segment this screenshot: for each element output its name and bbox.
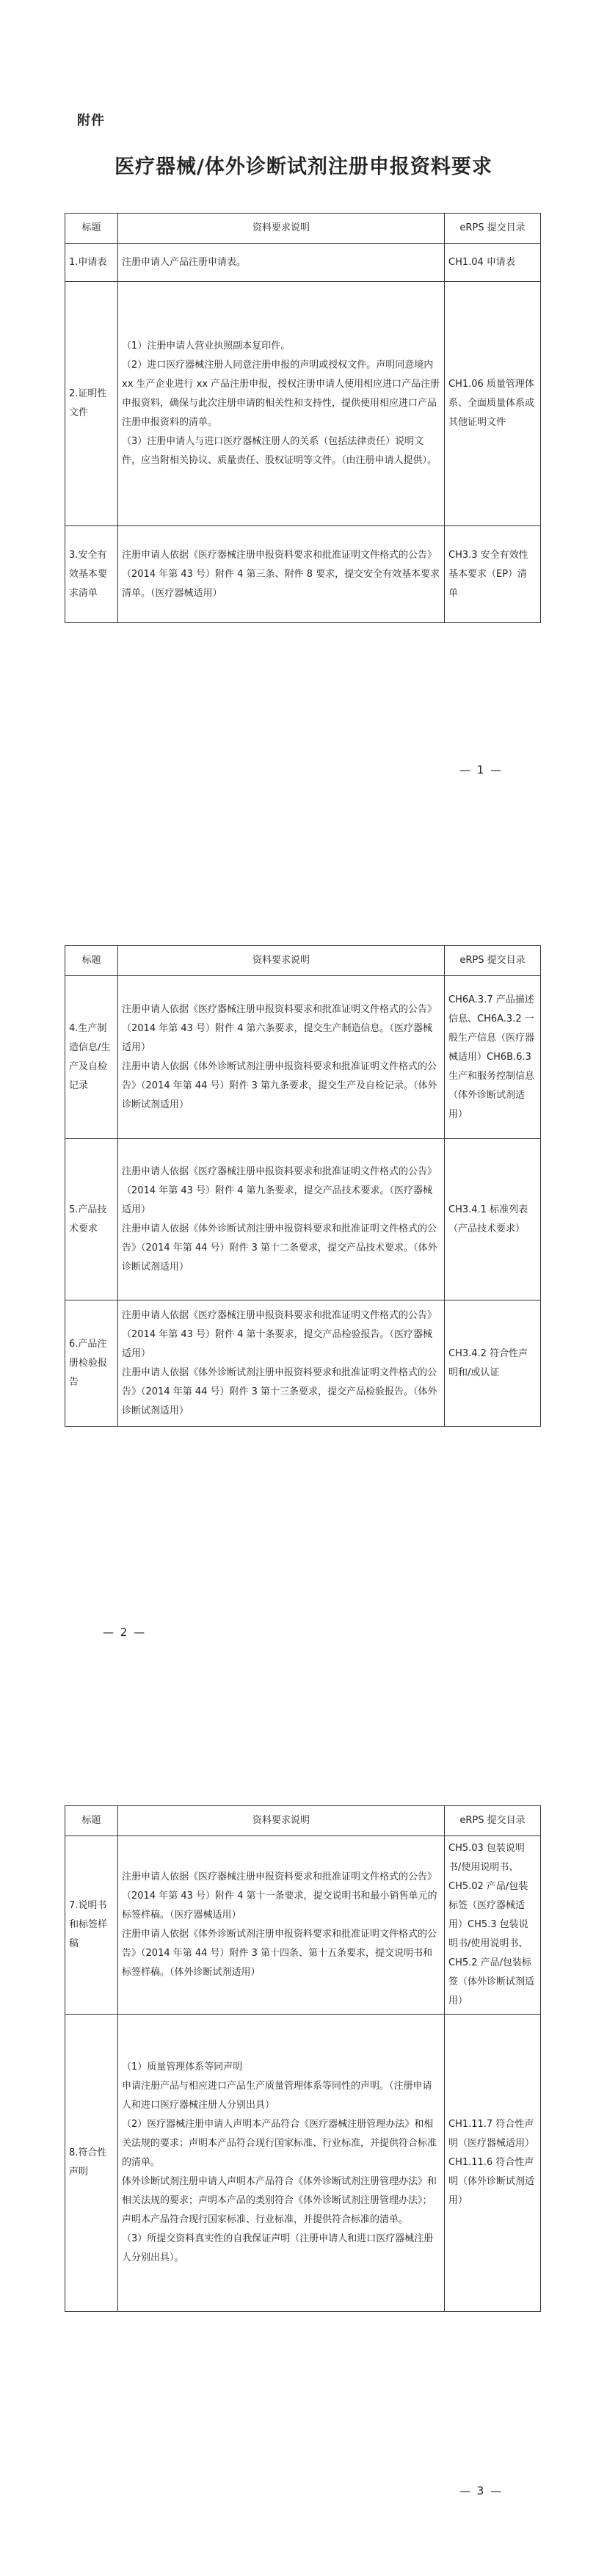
table-row	[65, 526, 541, 623]
row-directory: CH3.4.1 标准列表（产品技术要求）	[445, 1139, 541, 1300]
row-description: 注册申请人依据《医疗器械注册申报资料要求和批准证明文件格式的公告》（2014 年第 43 号）附件 4 第九条要求，提交产品技术要求。（医疗器械适用） 注册申请人依据《体外诊断试剂注册申报资料要求和批准证明文件格式的公告》（2014 年第 44 号）附件 3 第十二条要求，提交产品技术要求。（体外诊断试剂适用）	[118, 1139, 445, 1300]
header-description: 资料要求说明	[118, 214, 445, 244]
page-number: — 2 —	[103, 1626, 147, 1639]
header-description: 资料要求说明	[118, 1806, 445, 1836]
row-title: 1.申请表	[65, 244, 118, 282]
table-row	[65, 976, 541, 1139]
row-description: （1）注册申请人营业执照副本复印件。 （2）进口医疗器械注册人同意注册申报的声明或授权文件。声明同意境内 xx 生产企业进行 xx 产品注册申报，授权注册申请人使用相应进口产品注册申报资料，确保与此次注册申请的相关性和支持性，提供使用相应进口产品注册申报资料的清单。 （3）注册申请人与进口医疗器械注册人的关系（包括法律责任）说明文件，应当附相关协议、质量责任、股权证明等文件。（由注册申请人提供）。	[118, 282, 445, 526]
table-row	[65, 1139, 541, 1300]
header-description: 资料要求说明	[118, 946, 445, 976]
row-title: 6.产品注册检验报告	[65, 1300, 118, 1427]
row-description: 注册申请人依据《医疗器械注册申报资料要求和批准证明文件格式的公告》（2014 年第 43 号）附件 4 第十一条要求，提交说明书和最小销售单元的标签样稿。（医疗器械适用） 注册申请人依据《体外诊断试剂注册申报资料要求和批准证明文件格式的公告》（2014 年第 44 号）附件 3 第十四条、第十五条要求，提交说明书和标签样稿。（体外诊断试剂适用）	[118, 1836, 445, 2015]
table-row	[65, 1836, 541, 2015]
table-row	[65, 1300, 541, 1427]
row-description: 注册申请人产品注册申请表。	[118, 244, 445, 282]
table-row	[65, 244, 541, 282]
row-directory: CH1.11.7 符合性声明（医疗器械适用）CH1.11.6 符合性声明（体外诊断试剂适用）	[445, 2015, 541, 2312]
header-directory: eRPS 提交目录	[445, 214, 541, 244]
table-row	[65, 282, 541, 526]
attachment-label: 附件	[77, 113, 105, 128]
requirements-table-page-1	[65, 213, 541, 623]
table-row	[65, 2015, 541, 2312]
requirements-table-page-2	[65, 945, 541, 1427]
row-title: 7.说明书和标签样稿	[65, 1836, 118, 2015]
header-directory: eRPS 提交目录	[445, 1806, 541, 1836]
table-header-row	[65, 946, 541, 976]
row-directory: CH5.03 包装说明书/使用说明书、CH5.02 产品/包装标签（医疗器械适用）CH5.3 包装说明书/使用说明书、CH5.2 产品/包装标签（体外诊断试剂适用）	[445, 1836, 541, 2015]
row-description: （1）质量管理体系等同声明 申请注册产品与相应进口产品生产质量管理体系等同性的声明。（注册申请人和进口医疗器械注册人分别出具） （2）医疗器械注册申请人声明本产品符合《医疗器械注册管理办法》和相关法规的要求；声明本产品符合现行国家标准、行业标准，并提供符合标准的清单。 体外诊断试剂注册申请人声明本产品符合《体外诊断试剂注册管理办法》和相关法规的要求；声明本产品的类别符合《体外诊断试剂注册管理办法》；声明本产品符合现行国家标准、行业标准，并提供符合标准的清单。 （3）所提交资料真实性的自我保证声明（注册申请人和进口医疗器械注册人分别出具）。	[118, 2015, 445, 2312]
row-description: 注册申请人依据《医疗器械注册申报资料要求和批准证明文件格式的公告》（2014 年第 43 号）附件 4 第六条要求，提交生产制造信息。（医疗器械适用） 注册申请人依据《体外诊断试剂注册申报资料要求和批准证明文件格式的公告》（2014 年第 44 号）附件 3 第九条要求，提交生产及自检记录。（体外诊断试剂适用）	[118, 976, 445, 1139]
header-title: 标题	[65, 214, 118, 244]
header-title: 标题	[65, 1806, 118, 1836]
row-directory: CH6A.3.7 产品描述信息、CH6A.3.2 一般生产信息（医疗器械适用）CH6B.6.3 生产和服务控制信息（体外诊断试剂适用）	[445, 976, 541, 1139]
row-description: 注册申请人依据《医疗器械注册申报资料要求和批准证明文件格式的公告》（2014 年第 43 号）附件 4 第十条要求，提交产品检验报告。（医疗器械适用） 注册申请人依据《体外诊断试剂注册申报资料要求和批准证明文件格式的公告》（2014 年第 44 号）附件 3 第十三条要求，提交产品检验报告。（体外诊断试剂适用）	[118, 1300, 445, 1427]
row-description: 注册申请人依据《医疗器械注册申报资料要求和批准证明文件格式的公告》（2014 年第 43 号）附件 4 第三条、附件 8 要求，提交安全有效基本要求清单。（医疗器械适用）	[118, 526, 445, 623]
table-header-row	[65, 214, 541, 244]
row-directory: CH1.04 申请表	[445, 244, 541, 282]
page-number: — 3 —	[459, 2484, 504, 2497]
requirements-table-page-3	[65, 1805, 541, 2312]
row-title: 3.安全有效基本要求清单	[65, 526, 118, 623]
header-title: 标题	[65, 946, 118, 976]
row-title: 8.符合性声明	[65, 2015, 118, 2312]
document-title: 医疗器械/体外诊断试剂注册申报资料要求	[115, 156, 492, 178]
row-title: 5.产品技术要求	[65, 1139, 118, 1300]
row-directory: CH1.06 质量管理体系、全面质量体系或其他证明文件	[445, 282, 541, 526]
row-title: 4.生产制造信息/生产及自检记录	[65, 976, 118, 1139]
row-directory: CH3.4.2 符合性声明和/或认证	[445, 1300, 541, 1427]
header-directory: eRPS 提交目录	[445, 946, 541, 976]
row-title: 2.证明性文件	[65, 282, 118, 526]
row-directory: CH3.3 安全有效性基本要求（EP）清单	[445, 526, 541, 623]
page-number: — 1 —	[459, 763, 504, 776]
table-header-row	[65, 1806, 541, 1836]
